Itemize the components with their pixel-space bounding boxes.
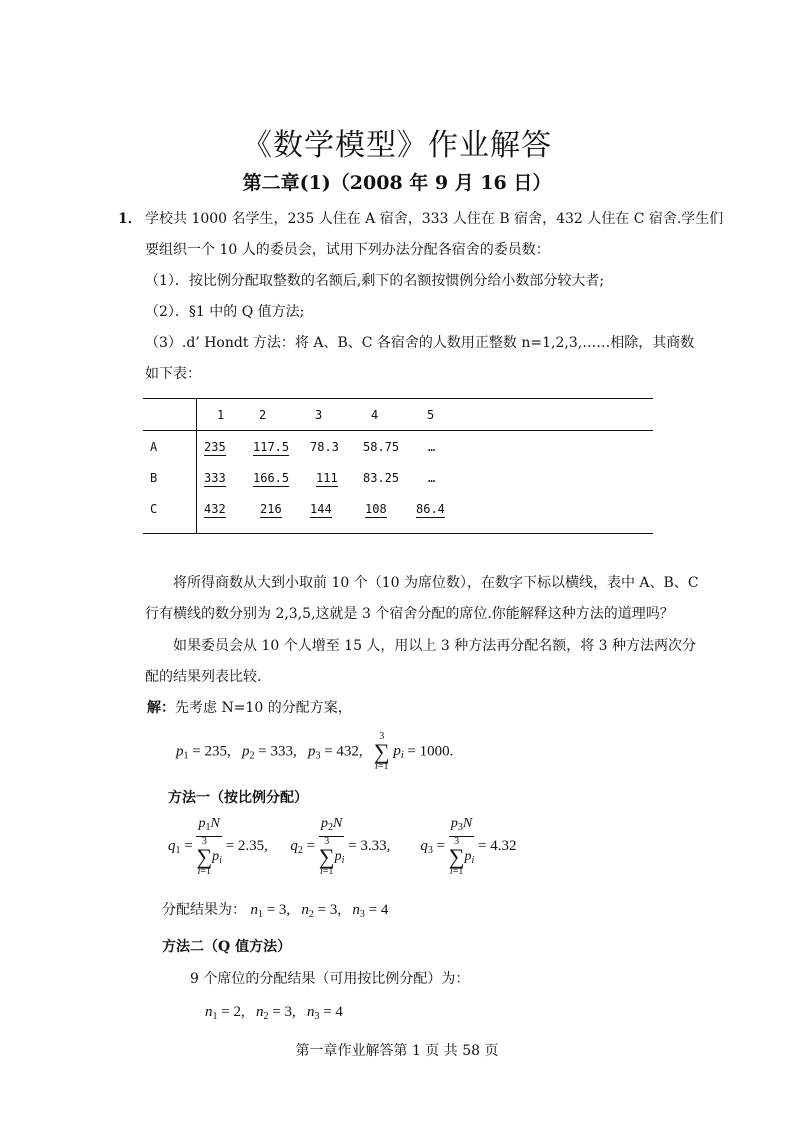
sum-value: 1000 bbox=[419, 743, 450, 760]
table-cell: 333 bbox=[204, 471, 226, 485]
p1-value: 235 bbox=[204, 743, 227, 760]
n-result-equation: $n_1 = 3$, $n_2 = 3$, $n_3 = 4$ bbox=[250, 902, 389, 920]
problem-item-1: （1）．按比例分配取整数的名额后,剩下的名额按惯例分给小数部分较大者; bbox=[145, 273, 605, 289]
table-header-rule bbox=[143, 430, 653, 431]
table-header-cell: 5 bbox=[427, 408, 435, 422]
paragraph-1-line-2: 行有横线的数分别为 2,3,5,这就是 3 个宿舍分配的席位.你能解释这种方法的道理吗？ bbox=[145, 606, 674, 622]
table-cell: 111 bbox=[316, 471, 338, 485]
p3-value: 432 bbox=[336, 743, 359, 760]
n2-value: 3 bbox=[329, 902, 338, 918]
table-cell: 432 bbox=[204, 502, 226, 516]
table-header-cell: 1 bbox=[217, 408, 225, 422]
paragraph-1-line-1: 将所得商数从大到小取前 10 个（10 为席位数），在数字下标以横线，表中 A、B、C bbox=[173, 575, 699, 591]
table-cell: 83.25 bbox=[363, 471, 400, 485]
chapter-subtitle: 第二章(1)（2008 年 9 月 16 日） bbox=[242, 172, 552, 194]
table-bottom-rule bbox=[143, 533, 653, 534]
q3-value: 4.32 bbox=[490, 837, 517, 854]
n1-nine-value: 2 bbox=[233, 1004, 241, 1020]
table-top-rule bbox=[143, 398, 653, 399]
table-cell: 235 bbox=[204, 440, 226, 454]
table-header-cell: 2 bbox=[259, 408, 267, 422]
summation: 3 ∑ i=1 bbox=[373, 731, 390, 772]
q-values-equation: $q_1$ = $p_1N$ 3 ∑ $i=1p_i$ = 2.35, $q_2$ = $p_2N$ 3 ∑ $i=1p_i$ = 3.33, $q_3$ = $p_3N$ 3 ∑ $i=1p_i$ = 4.32 bbox=[168, 816, 517, 877]
paragraph-2-line-2: 配的结果列表比较. bbox=[145, 669, 262, 685]
problem-item-3-cont: 如下表： bbox=[145, 366, 201, 382]
n3-nine-value: 4 bbox=[335, 1004, 343, 1020]
p-values-equation: $p_1 = 235$, $p_2 = 333$, $p_3 = 432$, 3 ∑ i=1 $p_i = 1000$. bbox=[176, 731, 454, 772]
problem-line-2: 要组织一个 10 人的委员会，试用下列办法分配各宿舍的委员数： bbox=[145, 242, 550, 258]
table-cell: 117.5 bbox=[253, 440, 290, 454]
table-cell: 216 bbox=[260, 502, 282, 516]
table-header-cell: 3 bbox=[315, 408, 323, 422]
table-cell: 108 bbox=[365, 502, 387, 516]
table-row-label: B bbox=[150, 471, 158, 485]
problem-item-3: （3）.d’ Hondt 方法：将 A、B、C 各宿舍的人数用正整数 n=1,2,3,……相除，其商数 bbox=[145, 335, 695, 351]
page-title: 《数学模型》作业解答 bbox=[242, 128, 552, 163]
solution-intro: 先考虑 N=10 的分配方案， bbox=[175, 700, 352, 716]
table-row-label: A bbox=[150, 440, 158, 454]
n3-value: 4 bbox=[380, 902, 389, 918]
method-2-text: 9 个席位的分配结果（可用按比例分配）为： bbox=[190, 971, 470, 987]
table-column-rule bbox=[196, 398, 197, 534]
solution-label: 解： bbox=[147, 700, 175, 716]
n2-nine-value: 3 bbox=[284, 1004, 292, 1020]
method-1-title: 方法一（按比例分配） bbox=[168, 790, 308, 806]
problem-line-1: 学校共 1000 名学生，235 人住在 A 宿舍，333 人住在 B 宿舍，432 人住在 C 宿舍.学生们 bbox=[145, 211, 724, 227]
problem-number: 1． bbox=[118, 211, 142, 227]
table-cell: … bbox=[428, 471, 436, 485]
q2-value: 3.33 bbox=[360, 837, 387, 854]
page-footer: 第一章作业解答第 1 页 共 58 页 bbox=[295, 1043, 499, 1059]
n1-value: 3 bbox=[278, 902, 287, 918]
method-2-title: 方法二（Q 值方法） bbox=[162, 939, 292, 955]
table-cell: 144 bbox=[310, 502, 332, 516]
paragraph-2-line-1: 如果委员会从 10 个人增至 15 人，用以上 3 种方法再分配名额，将 3 种方法两次分 bbox=[173, 638, 697, 654]
table-row-label: C bbox=[150, 502, 158, 516]
p2-value: 333 bbox=[270, 743, 293, 760]
n9-result-equation: $n_1 = 2$, $n_2 = 3$, $n_3 = 4$ bbox=[205, 1004, 343, 1022]
table-header-cell: 4 bbox=[371, 408, 379, 422]
table-cell: 78.3 bbox=[310, 440, 339, 454]
problem-item-2: （2）．§1 中的 Q 值方法; bbox=[145, 304, 305, 320]
table-cell: 86.4 bbox=[416, 502, 445, 516]
q1-value: 2.35 bbox=[237, 837, 265, 854]
result-label: 分配结果为： bbox=[162, 902, 246, 918]
table-cell: 166.5 bbox=[253, 471, 290, 485]
table-cell: 58.75 bbox=[363, 440, 400, 454]
table-cell: … bbox=[428, 440, 436, 454]
